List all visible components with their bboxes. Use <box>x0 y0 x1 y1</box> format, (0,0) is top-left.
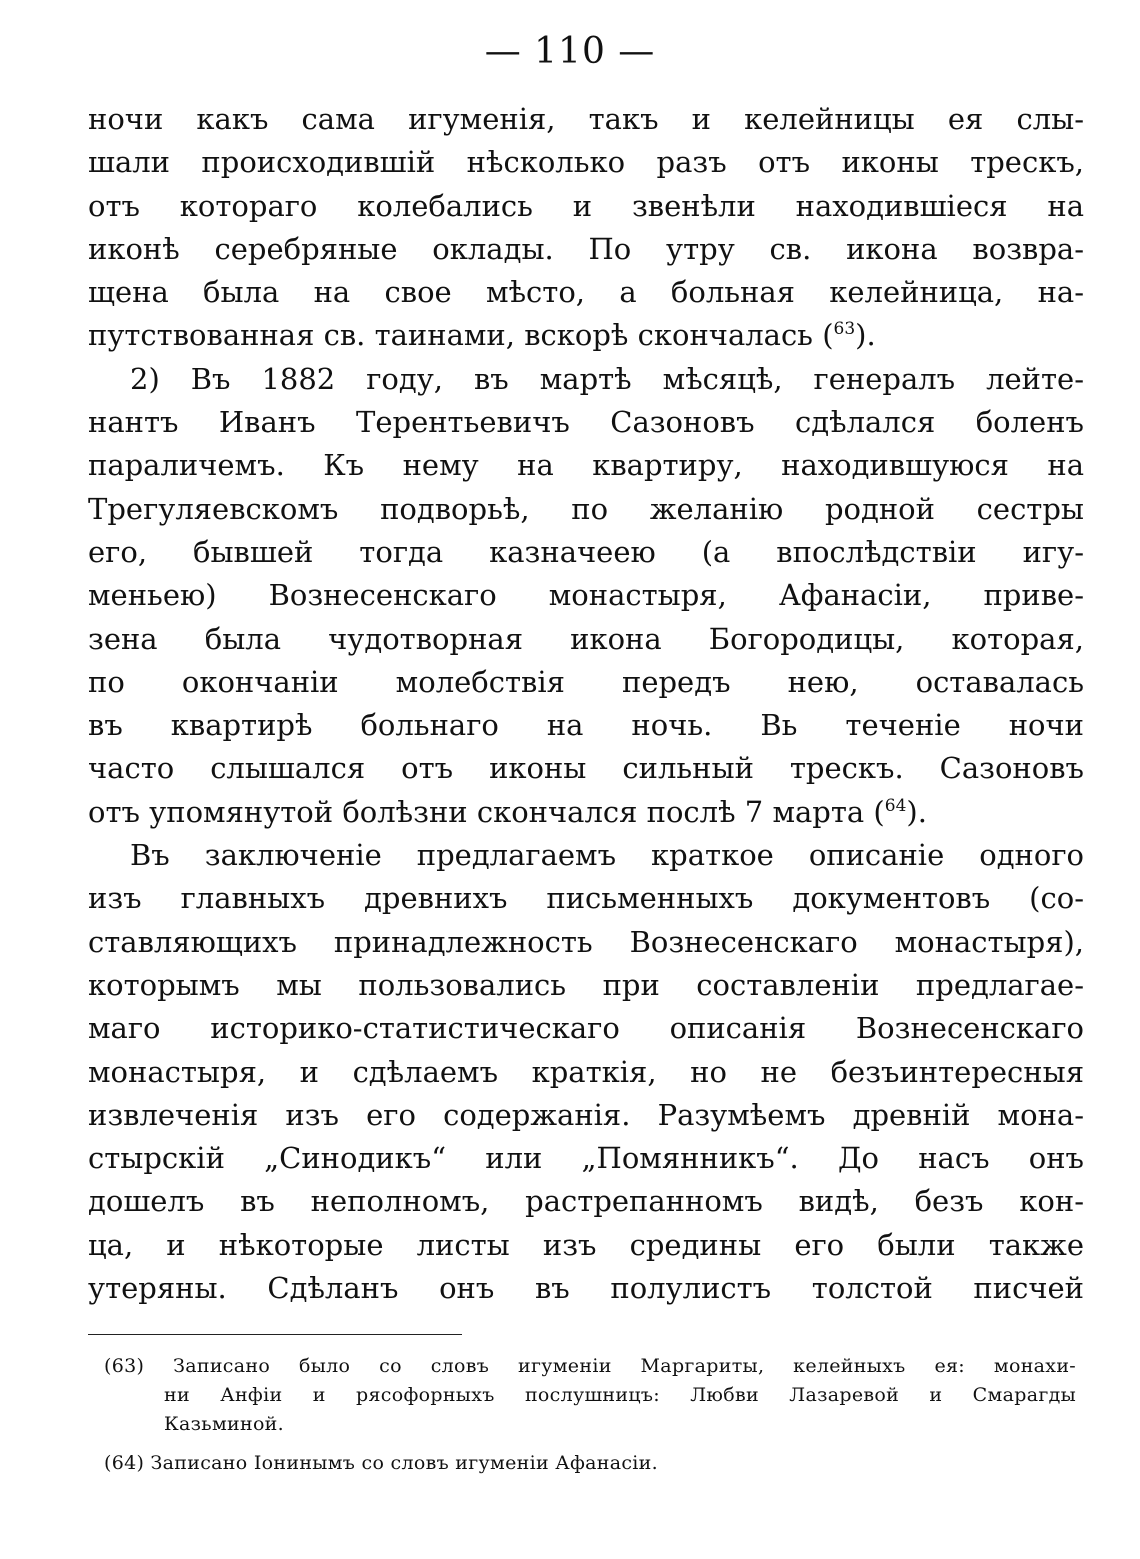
body-text <box>88 98 1084 1310</box>
text-line: отъ котораго колебались и звенѣли находившіеся на <box>88 188 1084 223</box>
text-line: нантъ Иванъ Терентьевичъ Сазоновъ сдѣлался боленъ <box>88 405 1084 440</box>
text-line: изъ главныхъ древнихъ письменныхъ документовъ (со- <box>88 881 1084 916</box>
paragraph-start: Въ заключеніе предлагаемъ краткое описаніе одного <box>130 838 1084 873</box>
text-line: стырскій „Синодикъ“ или „Помянникъ“. До насъ онъ <box>88 1141 1084 1176</box>
text-line: маго историко-статистическаго описанія Вознесенскаго <box>88 1011 1084 1046</box>
text-line-with-footnote-ref <box>88 791 1084 834</box>
text-line-with-footnote-ref <box>88 314 1084 357</box>
page-number: — 110 — <box>484 31 656 72</box>
footnote-63-continuation: Казьминой. <box>164 1413 284 1435</box>
text-line: въ квартирѣ больнаго на ночь. Вь теченіе ночи <box>88 708 1084 743</box>
footnote-divider <box>88 1334 462 1335</box>
footnotes <box>104 1352 1076 1478</box>
text-line: меньею) Вознесенскаго монастыря, Афанасіи, приве- <box>88 578 1084 613</box>
text-line: утеряны. Сдѣланъ онъ въ полулистъ толстой писчей <box>88 1271 1084 1306</box>
text-line: ночи какъ сама игуменія, такъ и келейницы ея слы- <box>88 102 1084 136</box>
footnote-64: (64) Записано Іонинымъ со словъ игуменіи Афанасіи. <box>104 1452 658 1474</box>
footnote-gap <box>104 1439 1076 1449</box>
text-line: монастыря, и сдѣлаемъ краткія, но не безъинтересныя <box>88 1054 1084 1089</box>
text-line: его, бывшей тогда казначеею (а впослѣдствіи игу- <box>88 534 1084 569</box>
text-line: путствованная св. таинами, вскорѣ скончалась ( <box>88 318 834 353</box>
text-line: извлеченія изъ его содержанія. Разумѣемъ древній мона- <box>88 1097 1084 1132</box>
ref-close: ). <box>855 318 876 353</box>
text-line: шали происходившій нѣсколько разъ отъ иконы трескъ, <box>88 145 1084 180</box>
text-line: иконѣ серебряные оклады. По утру св. икона возвра- <box>88 231 1084 266</box>
ref-close: ). <box>906 794 927 829</box>
text-line: Трегуляевскомъ подворьѣ, по желанію родной сестры <box>88 491 1084 526</box>
text-line: дошелъ въ неполномъ, растрепанномъ видѣ, безъ кон- <box>88 1184 1084 1219</box>
footnote-63-continuation: ни Анфіи и рясофорныхъ послушницъ: Любви Лазаревой и Смарагды <box>164 1384 1076 1406</box>
text-line: которымъ мы пользовались при составленіи предлагае- <box>88 967 1084 1002</box>
text-line: ца, и нѣкоторые листы изъ средины его были также <box>88 1227 1084 1262</box>
paragraph-start: 2) Въ 1882 году, въ мартѣ мѣсяцѣ, генералъ лейте- <box>130 361 1084 396</box>
text-line: отъ упомянутой болѣзни скончался послѣ 7 марта ( <box>88 794 885 829</box>
text-line: часто слышался отъ иконы сильный трескъ. Сазоновъ <box>88 751 1084 786</box>
text-line: по окончаніи молебствія передъ нею, оставалась <box>88 664 1084 699</box>
text-line: зена была чудотворная икона Богородицы, которая, <box>88 621 1084 656</box>
footnote-63: (63) Записано было со словъ игуменіи Маргариты, келейныхъ ея: монахи- <box>104 1355 1076 1377</box>
text-line: параличемъ. Къ нему на квартиру, находившуюся на <box>88 448 1084 483</box>
footnote-ref-63[interactable]: 63 <box>833 319 856 340</box>
text-line: ставляющихъ принадлежность Вознесенскаго монастыря), <box>88 924 1084 959</box>
footnote-ref-64[interactable]: 64 <box>884 795 907 816</box>
text-line: щена была на свое мѣсто, а больная келейница, на- <box>88 275 1084 310</box>
